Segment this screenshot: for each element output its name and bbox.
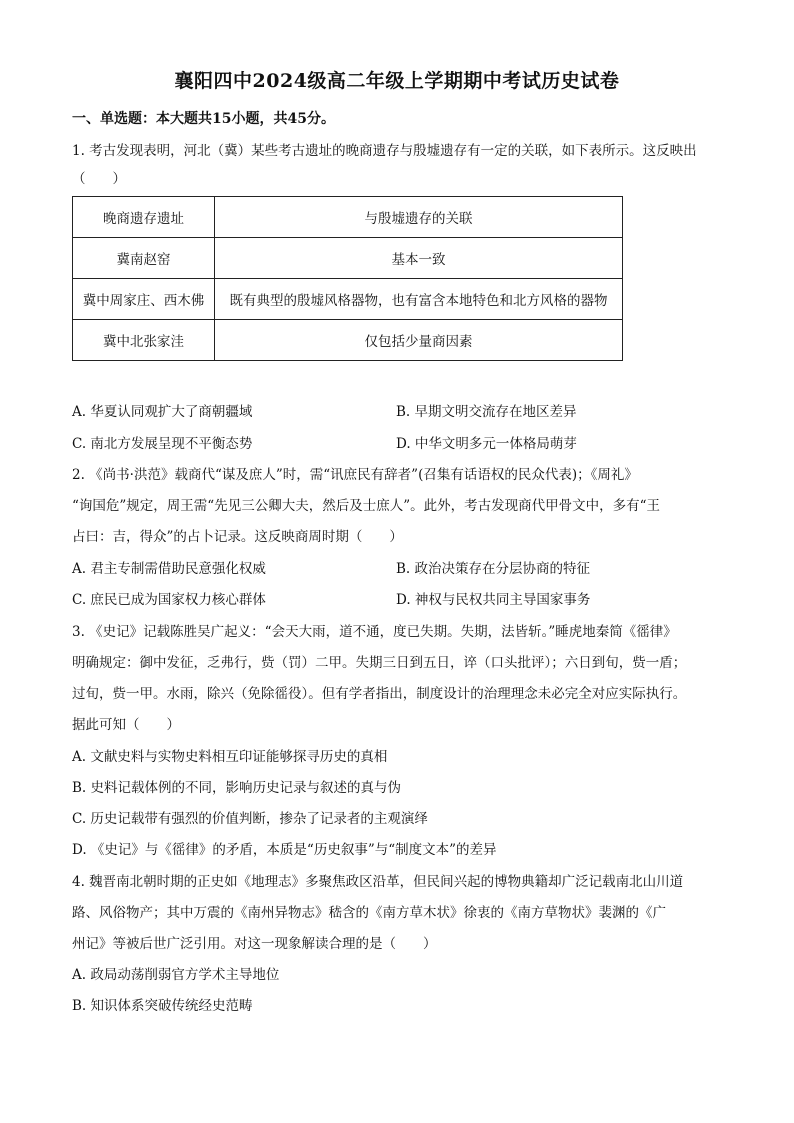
table-header-cell: 晚商遗存遗址 xyxy=(73,197,215,238)
table-cell: 冀中北张家洼 xyxy=(73,320,215,361)
table-header-row xyxy=(73,197,623,238)
q3-stem-line2: 明确规定：御中发征，乏弗行，赀（罚）二甲。失期三日到五日，谇（口头批评）；六日到旬，赀一盾； xyxy=(72,655,687,671)
q2-stem-line2: “询国危”规定，周王需“先见三公卿大夫，然后及士庶人”。此外，考古发现商代甲骨文中，多有“王 xyxy=(72,498,661,514)
table-row xyxy=(73,279,623,320)
table-cell: 既有典型的殷墟风格器物，也有富含本地特色和北方风格的器物 xyxy=(215,279,623,320)
q4-stem-line3: 州记》等被后世广泛引用。对这一现象解读合理的是（ ） xyxy=(72,936,437,952)
table-cell: 基本一致 xyxy=(215,238,623,279)
q3-option-b[interactable]: B. 史料记载体例的不同，影响历史记录与叙述的真与伪 xyxy=(72,780,402,796)
q4-option-b[interactable]: B. 知识体系突破传统经史范畴 xyxy=(72,998,253,1014)
q3-stem-line3: 过旬，赀一甲。水雨，除兴（免除徭役）。但有学者指出，制度设计的治理理念未必完全对应实际执行。 xyxy=(72,686,687,702)
table-cell: 冀中周家庄、西木佛 xyxy=(73,279,215,320)
q2-stem-line3: 占曰：吉，得众”的占卜记录。这反映商周时期（ ） xyxy=(72,529,403,545)
exam-title: 襄阳四中2024级高二年级上学期期中考试历史试卷 xyxy=(174,70,620,92)
q1-stem-line2: （ ） xyxy=(72,171,126,187)
q3-stem-line1: 3. 《史记》记载陈胜吴广起义：“会天大雨，道不通，度已失期。失期，法皆斩。”睡虎地秦简《徭律》 xyxy=(72,624,677,640)
q3-option-d[interactable]: D. 《史记》与《徭律》的矛盾，本质是“历史叙事”与“制度文本”的差异 xyxy=(72,842,497,858)
table-row xyxy=(73,238,623,279)
table-header-cell: 与殷墟遗存的关联 xyxy=(215,197,623,238)
q3-option-c[interactable]: C. 历史记载带有强烈的价值判断，掺杂了记录者的主观演绎 xyxy=(72,811,428,827)
evidence-table xyxy=(72,196,623,361)
q3-option-a[interactable]: A. 文献史料与实物史料相互印证能够探寻历史的真相 xyxy=(72,749,388,765)
q4-stem-line1: 4. 魏晋南北朝时期的正史如《地理志》多聚焦政区沿革，但民间兴起的博物典籍却广泛记载南北山川道 xyxy=(72,874,684,890)
q1-option-d[interactable]: D. 中华文明多元一体格局萌芽 xyxy=(396,436,577,452)
q1-option-b[interactable]: B. 早期文明交流存在地区差异 xyxy=(396,404,577,420)
table-row xyxy=(73,320,623,361)
section-heading: 一、单选题：本大题共15小题，共45分。 xyxy=(72,111,335,127)
q4-stem-line2: 路、风俗物产；其中万震的《南州异物志》嵇含的《南方草木状》徐衷的《南方草物状》裴渊的《广 xyxy=(72,905,666,921)
q2-option-a[interactable]: A. 君主专制需借助民意强化权威 xyxy=(72,561,266,577)
q2-option-c[interactable]: C. 庶民已成为国家权力核心群体 xyxy=(72,592,266,608)
q1-option-a[interactable]: A. 华夏认同观扩大了商朝疆域 xyxy=(72,404,253,420)
table-cell: 冀南赵窑 xyxy=(73,238,215,279)
q2-option-d[interactable]: D. 神权与民权共同主导国家事务 xyxy=(396,592,591,608)
q2-stem-line1: 2. 《尚书·洪范》载商代“谋及庶人”时，需“讯庶民有辞者”(召集有话语权的民众代表)；《周礼》 xyxy=(72,467,638,483)
q2-option-b[interactable]: B. 政治决策存在分层协商的特征 xyxy=(396,561,591,577)
table-cell: 仅包括少量商因素 xyxy=(215,320,623,361)
q1-option-c[interactable]: C. 南北方发展呈现不平衡态势 xyxy=(72,436,253,452)
q3-stem-line4: 据此可知（ ） xyxy=(72,717,180,733)
q1-stem-line1: 1. 考古发现表明，河北（冀）某些考古遗址的晚商遗存与殷墟遗存有一定的关联，如下表所示。这反映出 xyxy=(72,143,697,159)
q4-option-a[interactable]: A. 政局动荡削弱官方学术主导地位 xyxy=(72,967,280,983)
